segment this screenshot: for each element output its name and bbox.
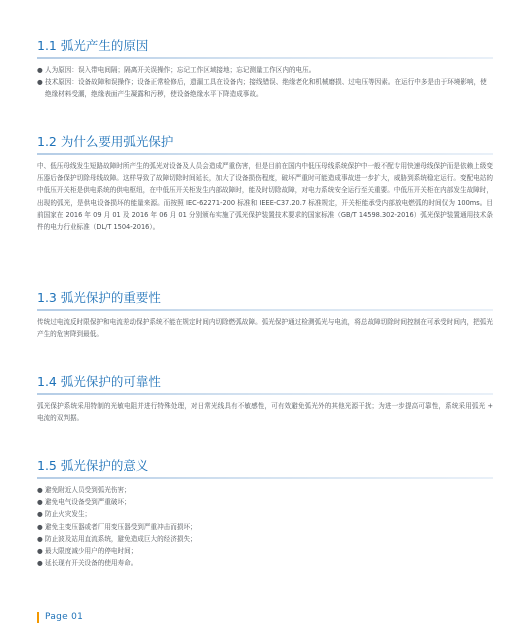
list-item xyxy=(37,521,493,533)
section-heading: 1.2 为什么要用弧光保护 xyxy=(37,134,174,149)
list-item-text: 避免附近人员受到弧光伤害； xyxy=(45,486,131,494)
section-divider xyxy=(37,153,493,155)
bullet-icon: ● xyxy=(37,559,43,568)
section-divider xyxy=(37,309,493,311)
section-paragraph: 传统过电流反时限保护和电流差动保护系统不能在规定时间内切除燃弧故障。弧光保护通过检测弧光与电流，将总故障切除时间控制在可承受时间内，把弧光产生的危害降到最低。 xyxy=(37,318,493,339)
list-item-text: 延长现有开关设备的使用寿命。 xyxy=(45,559,138,568)
list-item-text: 防止火灾发生； xyxy=(45,510,92,519)
list-item-text: 最大限度减少用户的停电时间； xyxy=(45,547,138,556)
bullet-list xyxy=(37,484,493,569)
bullet-icon: ● xyxy=(37,534,43,543)
list-item-text: 避免主变压器或者厂用变压器受到严重冲击而损坏； xyxy=(45,522,197,531)
section-why-arc-protection xyxy=(37,134,493,233)
section-reliability xyxy=(37,374,493,424)
section-significance xyxy=(37,458,493,569)
bullet-icon: ● xyxy=(37,486,43,494)
section-importance xyxy=(37,290,493,340)
bullet-list xyxy=(37,64,493,101)
list-item-text: 技术原因：设备故障和误操作；设备正常检修后，遗漏工具在设备内；接线错误、绝缘老化和机械磨损、过电压等因素。在运行中多是由于环境影响，使绝缘材料受潮，绝缘表面产生凝露和污秽，使设备绝缘水平下降造成事故。 xyxy=(45,78,487,99)
section-paragraph: 弧光保护系统采用特制的光敏电阻并进行特殊处理，对日常光线具有不敏感性，可有效避免弧光外的其他光源干扰；为进一步提高可靠性，系统采用弧光 + 电流的双判据。 xyxy=(37,402,493,423)
footer-accent-bar xyxy=(37,612,39,623)
section-divider xyxy=(37,57,493,59)
section-heading: 1.5 弧光保护的意义 xyxy=(37,458,149,473)
list-item xyxy=(37,496,493,508)
list-item-text: 避免电气设备受到严重破坏； xyxy=(45,498,131,507)
bullet-icon: ● xyxy=(37,510,43,519)
page-footer xyxy=(37,610,83,624)
page-number: Page 01 xyxy=(45,612,84,622)
bullet-icon: ● xyxy=(37,78,43,87)
section-heading: 1.4 弧光保护的可靠性 xyxy=(37,374,161,389)
list-item xyxy=(37,508,493,520)
section-arc-causes xyxy=(37,38,493,101)
bullet-icon: ● xyxy=(37,547,43,556)
list-item xyxy=(37,64,493,76)
list-item xyxy=(37,484,493,496)
section-divider xyxy=(37,477,493,479)
bullet-icon: ● xyxy=(37,66,43,74)
section-heading: 1.3 弧光保护的重要性 xyxy=(37,290,161,305)
list-item xyxy=(37,533,493,545)
list-item-text: 防止波及站用直流系统，避免造成巨大的经济损失； xyxy=(45,534,197,543)
bullet-icon: ● xyxy=(37,522,43,531)
list-item xyxy=(37,557,493,569)
section-heading: 1.1 弧光产生的原因 xyxy=(37,38,149,53)
section-divider xyxy=(37,393,493,395)
bullet-icon: ● xyxy=(37,498,43,507)
list-item xyxy=(37,545,493,557)
section-paragraph: 中、低压母线发生短路故障时所产生的弧光对设备及人员会造成严重伤害，但是目前在国内中低压母线系统保护中一般不配专用快速母线保护而是依赖上级变压器后备保护切除母线故障。这样导致了故障切除时间延长，加大了设备损伤程度，破坏严重时可能造成事故进一步扩大，威胁到系统稳定运行。变配电站的中低压开关柜是供电系统的供电枢纽，在中低压开关柜发生内部故障时，能及时切除故障，对电力系统安全运行至关重要。中低压开关柜在内部发生故障时，出现的弧光，是供电设备损坏的能量来源。而按照 IEC-62271-200 标准和 IEEE-C37.20.7 标准规定，开关柜能承受内部放电燃弧的时间仅为 100ms。目前国家在 2016 年 09 月 01 及 2016 年 06 月 01 分别颁布实施了弧光保护装置技术要求的国家标准（GB/T 14598.302-2016）弧光保护装置通用技术条件的电力行业标准（DL/T 1504-2016）。 xyxy=(37,162,493,232)
list-item-text: 人为原因：误入带电间隔；隔离开关误操作；忘记工作区域接地；忘记测量工作区内的电压。 xyxy=(45,66,316,74)
list-item xyxy=(37,76,493,100)
